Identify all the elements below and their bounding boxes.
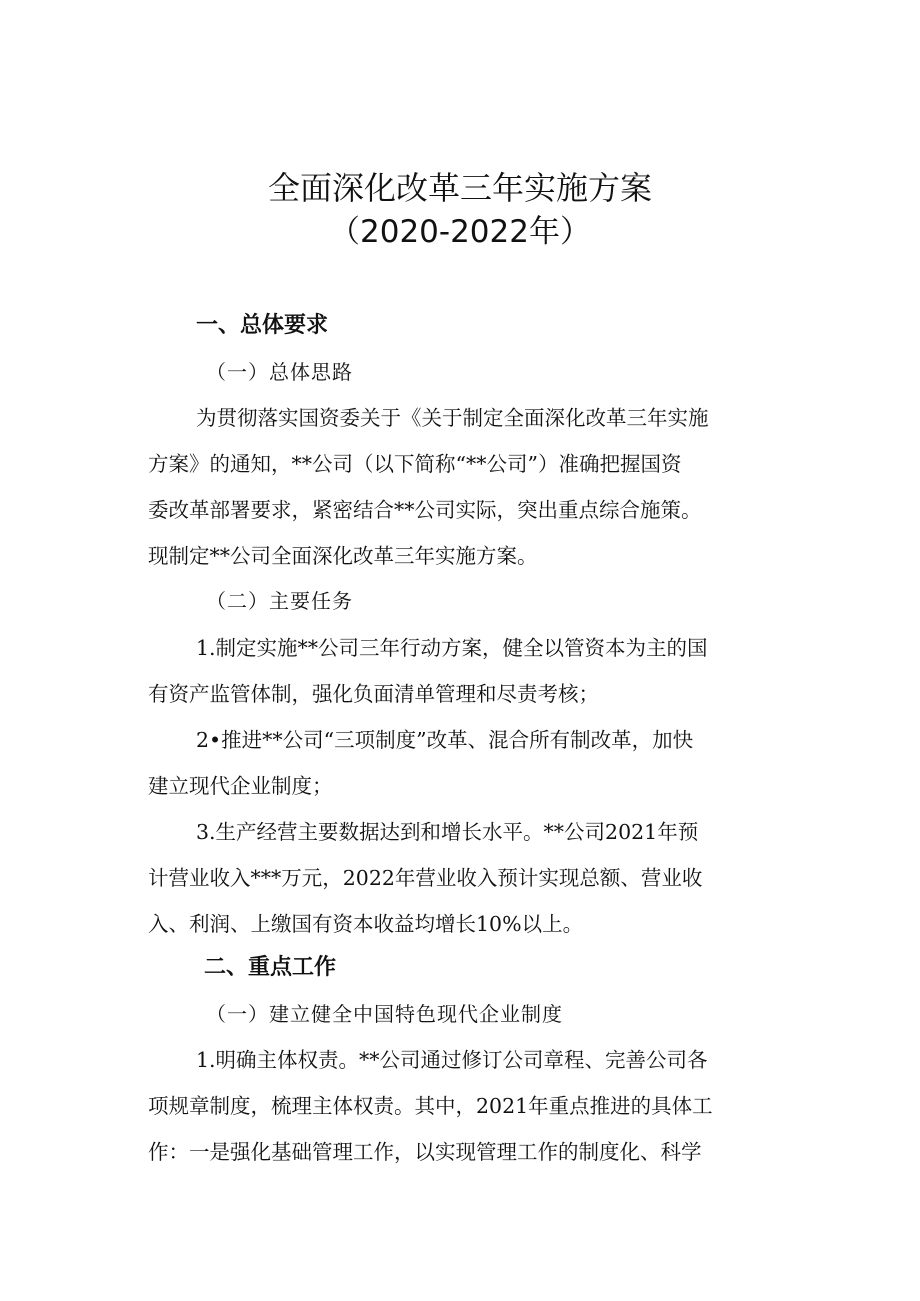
- subsection-heading-main-tasks: （二）主要任务: [206, 589, 353, 613]
- subsection-heading-overall-idea: （一）总体思路: [206, 360, 353, 384]
- list-item-line: 项规章制度，梳理主体权责。其中，2021年重点推进的具体工: [148, 1094, 713, 1118]
- document-title: 全面深化改革三年实施方案: [267, 169, 652, 207]
- list-item-line: 入、利润、上缴国有资本收益均增长10%以上。: [148, 912, 584, 936]
- list-item-line: 作：一是强化基础管理工作，以实现管理工作的制度化、科学: [148, 1140, 702, 1164]
- list-item-line: 3.生产经营主要数据达到和增长水平。**公司2021年预: [196, 820, 699, 844]
- list-item-line: 1.制定实施**公司三年行动方案，健全以管资本为主的国: [196, 636, 708, 660]
- subsection-heading-modern-enterprise-system: （一）建立健全中国特色现代企业制度: [206, 1002, 563, 1026]
- list-item-line: 计营业收入***万元，2022年营业收入预计实现总额、营业收: [148, 866, 703, 890]
- section-heading-general-requirements: 一、总体要求: [196, 313, 329, 338]
- paragraph-line: 为贯彻落实国资委关于《关于制定全面深化改革三年实施: [196, 406, 709, 430]
- list-item-line: 建立现代企业制度；: [148, 774, 333, 798]
- list-item-line: 2•推进**公司“三项制度”改革、混合所有制改革，加快: [196, 728, 694, 752]
- document-subtitle-years: （2020-2022年）: [329, 214, 591, 250]
- section-heading-key-work: 二、重点工作: [204, 955, 337, 980]
- paragraph-line: 方案》的通知，**公司（以下简称“**公司”）准确把握国资: [148, 452, 682, 476]
- list-item-line: 1.明确主体权责。**公司通过修订公司章程、完善公司各: [196, 1048, 708, 1072]
- paragraph-line: 委改革部署要求，紧密结合**公司实际，突出重点综合施策。: [148, 498, 702, 522]
- paragraph-line: 现制定**公司全面深化改革三年实施方案。: [148, 544, 538, 568]
- list-item-line: 有资产监管体制，强化负面清单管理和尽责考核；: [148, 682, 599, 706]
